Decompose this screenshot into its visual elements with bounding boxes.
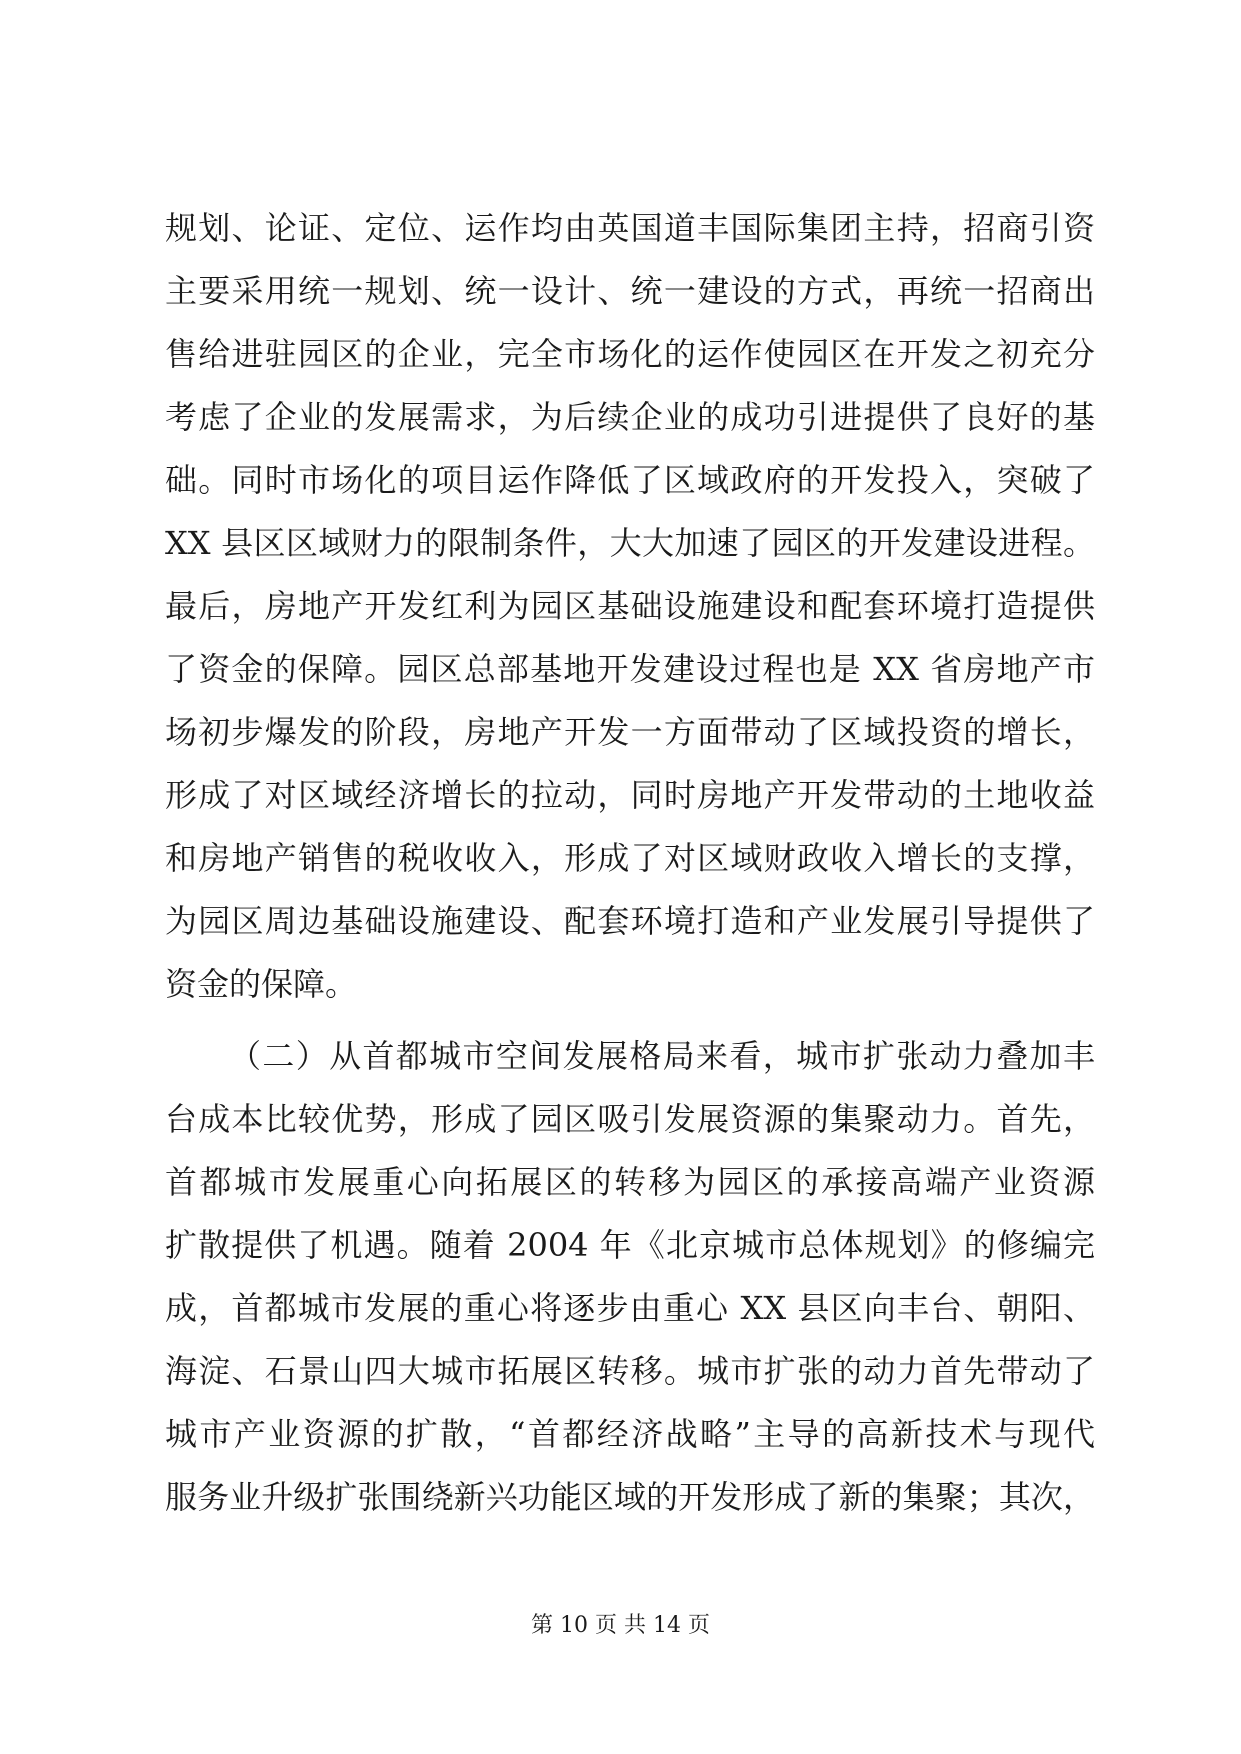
text-line-8: 了资金的保障。园区总部基地开发建设过程也是 XX 省房地产市 [165, 650, 1095, 688]
text-line-21: 服务业升级扩张围绕新兴功能区域的开发形成了新的集聚；其次， [165, 1478, 1095, 1516]
text-line-5: 础。同时市场化的项目运作降低了区域政府的开发投入，突破了 [165, 461, 1095, 499]
text-line-1: 规划、论证、定位、运作均由英国道丰国际集团主持，招商引资 [165, 209, 1095, 247]
text-line-18: 成，首都城市发展的重心将逐步由重心 XX 县区向丰台、朝阳、 [165, 1289, 1095, 1327]
text-line-16: 首都城市发展重心向拓展区的转移为园区的承接高端产业资源 [165, 1163, 1095, 1201]
text-line-10: 形成了对区域经济增长的拉动，同时房地产开发带动的土地收益 [165, 776, 1095, 814]
text-line-15: 台成本比较优势，形成了园区吸引发展资源的集聚动力。首先， [165, 1100, 1095, 1138]
text-line-11: 和房地产销售的税收收入，形成了对区域财政收入增长的支撑， [165, 839, 1095, 877]
text-line-6: XX 县区区域财力的限制条件，大大加速了园区的开发建设进程。 [165, 524, 1095, 562]
text-line-3: 售给进驻园区的企业，完全市场化的运作使园区在开发之初充分 [165, 335, 1095, 373]
text-line-9: 场初步爆发的阶段，房地产开发一方面带动了区域投资的增长， [165, 713, 1095, 751]
text-line-2: 主要采用统一规划、统一设计、统一建设的方式，再统一招商出 [165, 272, 1095, 310]
text-line-4: 考虑了企业的发展需求，为后续企业的成功引进提供了良好的基 [165, 398, 1095, 436]
text-line-7: 最后，房地产开发红利为园区基础设施建设和配套环境打造提供 [165, 587, 1095, 625]
page-footer: 第 10 页 共 14 页 [531, 1613, 710, 1638]
text-line-14: （二）从首都城市空间发展格局来看，城市扩张动力叠加丰 [229, 1037, 1095, 1075]
text-line-13: 资金的保障。 [165, 965, 358, 1003]
text-line-20: 城市产业资源的扩散，“首都经济战略”主导的高新技术与现代 [165, 1415, 1095, 1453]
text-line-12: 为园区周边基础设施建设、配套环境打造和产业发展引导提供了 [165, 902, 1095, 940]
text-line-17: 扩散提供了机遇。随着 2004 年《北京城市总体规划》的修编完 [165, 1226, 1095, 1264]
text-line-19: 海淀、石景山四大城市拓展区转移。城市扩张的动力首先带动了 [165, 1352, 1095, 1390]
